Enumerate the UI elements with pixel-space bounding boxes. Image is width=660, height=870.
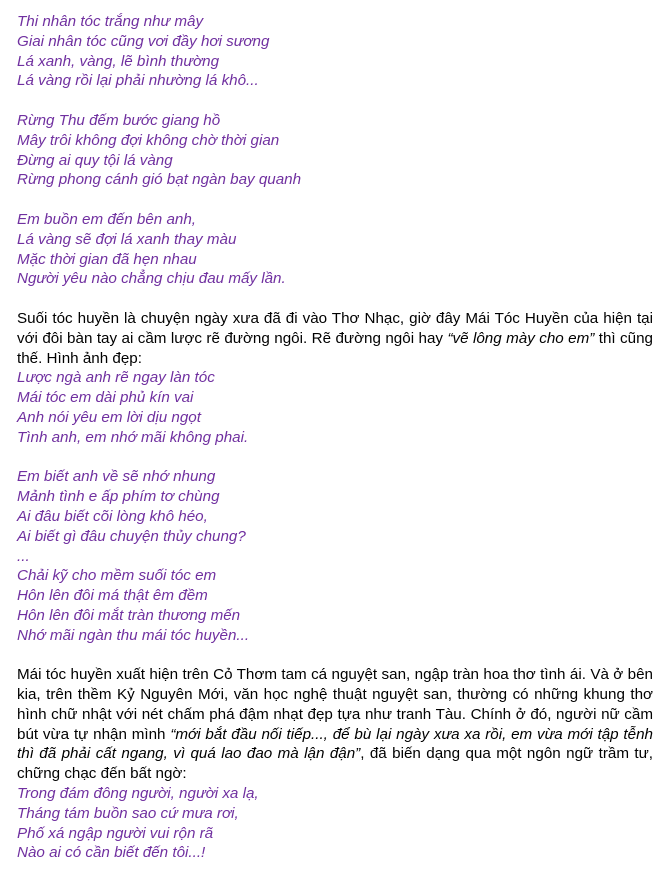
poem-line: Trong đám đông người, người xa lạ, (17, 785, 259, 803)
poem-line: Mái tóc em dài phủ kín vai (17, 389, 194, 407)
paragraph-text: Suối tóc huyền là chuyện ngày xưa đã đi vào Thơ Nhạc, giờ đây Mái Tóc Huyền của hiện tại với đôi bàn tay ai cầm lược rẽ đường ngôi. Rẽ đường ngôi hay (17, 309, 653, 347)
poem-line: ... (17, 547, 30, 565)
poem-stanza (17, 210, 653, 289)
poem-line: Hôn lên đôi mắt tràn thương mến (17, 606, 241, 624)
poem-line: Nhớ mãi ngàn thu mái tóc huyền... (17, 626, 250, 644)
prose-paragraph (17, 665, 653, 784)
poem-line: Phố xá ngập người vui rộn rã (17, 824, 214, 842)
hair-section (17, 309, 653, 448)
poem-stanza (17, 111, 653, 190)
poem-stanza (17, 467, 653, 645)
inline-quote: “mới bắt đầu nối tiếp..., để bù lại ngày xưa xa rồi, em vừa mới tập tễnh thì đã phải cất ngang, vì quá lao đao mà lận đận” (17, 725, 653, 763)
poem-line: Hôn lên đôi má thật êm đềm (17, 587, 208, 605)
poem-line: Anh nói yêu em lời dịu ngọt (17, 408, 201, 426)
poem-line: Tình anh, em nhớ mãi không phai. (17, 428, 249, 446)
poem-line: Lá vàng sẽ đợi lá xanh thay màu (17, 230, 237, 248)
magazine-section (17, 665, 653, 863)
inline-quote: “vẽ lông mày cho em” (447, 329, 595, 347)
paragraph-text: Mái tóc huyền xuất hiện trên Cỏ Thơm tam cá nguyệt san, ngập tràn hoa thơ tình ái. Và ở bên kia, trên thềm Kỷ Nguyên Mới, văn học nghệ thuật nguyệt san, thường có những khung thơ hình chữ nhật với nét chấm phá đậm nhạt đẹp tựa như tranh Tàu. Chính ở đó, người nữ cầm bút vừa tự nhận mình (17, 666, 653, 743)
poem-line: Ai biết gì đâu chuyện thủy chung? (17, 527, 246, 545)
prose-paragraph (17, 309, 653, 368)
document-page (17, 12, 653, 863)
paragraph-text: thì cũng thế. Hình ảnh đẹp: (17, 329, 653, 367)
poem-line: Lá xanh, vàng, lẽ bình thường (17, 52, 220, 70)
poem-line: Thi nhân tóc trắng như mây (17, 13, 204, 30)
poem-line: Lược ngà anh rẽ ngay làn tóc (17, 369, 215, 387)
poem-line: Mảnh tình e ấp phím tơ chùng (17, 488, 220, 506)
poem-line: Đừng ai quy tội lá vàng (17, 151, 173, 169)
poem-stanza (17, 12, 653, 91)
poem-line: Người yêu nào chẳng chịu đau mấy lần. (17, 270, 286, 288)
poem-autumn (17, 12, 653, 289)
poem-line: Rừng phong cánh gió bạt ngàn bay quanh (17, 171, 302, 189)
poem-line: Rừng Thu đếm bước giang hồ (17, 111, 221, 129)
poem-line: Tháng tám buồn sao cứ mưa rơi, (17, 804, 239, 822)
poem-line: Lá vàng rồi lại phải nhường lá khô... (17, 72, 259, 90)
poem-line: Ai đâu biết cõi lòng khô héo, (17, 507, 208, 525)
poem-line: Em buồn em đến bên anh, (17, 210, 197, 228)
poem-line: Em biết anh về sẽ nhớ nhung (17, 468, 216, 486)
paragraph-text: , đã biến dạng qua một ngôn ngữ trầm tư, chững chạc đến bất ngờ: (17, 745, 653, 783)
poem-line: Giai nhân tóc cũng vơi đầy hơi sương (17, 32, 270, 50)
poem-line: Mây trôi không đợi không chờ thời gian (17, 131, 280, 149)
poem-line: Chải kỹ cho mềm suối tóc em (17, 567, 217, 585)
poem-line: Mặc thời gian đã hẹn nhau (17, 250, 197, 268)
poem-line: Nào ai có cần biết đến tôi...! (17, 844, 206, 862)
